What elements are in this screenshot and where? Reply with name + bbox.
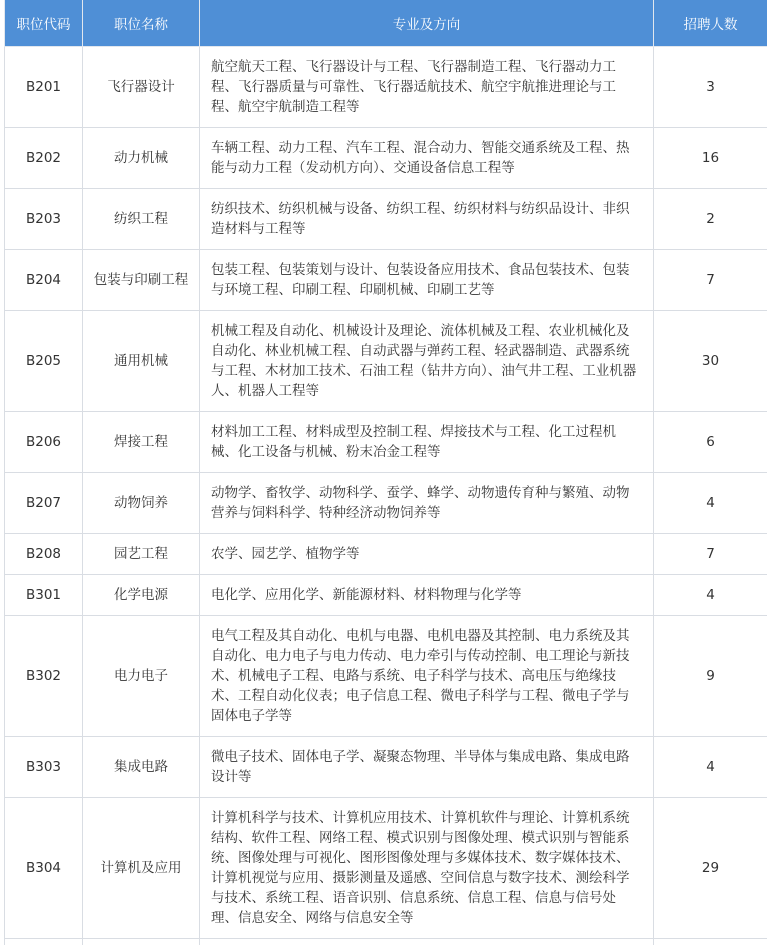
header-major-direction: 专业及方向 — [200, 0, 654, 47]
table-row — [5, 311, 768, 412]
cell-position-code: B201 — [5, 47, 83, 128]
cell-position-name: 园艺工程 — [83, 534, 200, 575]
recruitment-table-container — [4, 0, 767, 945]
cell-position-code — [5, 939, 83, 945]
table-row — [5, 473, 768, 534]
cell-position-name: 电力电子 — [83, 616, 200, 737]
cell-major-direction: 材料加工工程、材料成型及控制工程、焊接技术与工程、化工过程机械、化工设备与机械、粉末冶金工程等 — [200, 412, 654, 473]
cell-major-direction: 包装工程、包装策划与设计、包装设备应用技术、食品包装技术、包装与环境工程、印刷工程、印刷机械、印刷工艺等 — [200, 250, 654, 311]
cell-position-code: B205 — [5, 311, 83, 412]
header-row — [5, 0, 768, 47]
cell-recruit-count: 7 — [654, 534, 768, 575]
cell-position-code: B301 — [5, 575, 83, 616]
cell-recruit-count: 9 — [654, 616, 768, 737]
cell-position-code: B203 — [5, 189, 83, 250]
cell-recruit-count: 16 — [654, 128, 768, 189]
cell-position-code: B204 — [5, 250, 83, 311]
cell-recruit-count: 29 — [654, 798, 768, 939]
table-row — [5, 575, 768, 616]
cell-major-direction: 电化学、应用化学、新能源材料、材料物理与化学等 — [200, 575, 654, 616]
cell-major-direction: 动物学、畜牧学、动物科学、蚕学、蜂学、动物遗传育种与繁殖、动物营养与饲料科学、特种经济动物饲养等 — [200, 473, 654, 534]
cell-recruit-count: 30 — [654, 311, 768, 412]
cell-position-code: B303 — [5, 737, 83, 798]
cell-major-direction: 机械工程及自动化、机械设计及理论、流体机械及工程、农业机械化及自动化、林业机械工程、自动武器与弹药工程、轻武器制造、武器系统与工程、木材加工技术、石油工程（钻井方向）、油气井工程、工业机器人、机器人工程等 — [200, 311, 654, 412]
cell-major-direction: 农学、园艺学、植物学等 — [200, 534, 654, 575]
cell-position-name: 通用机械 — [83, 311, 200, 412]
cell-major-direction: 航空航天工程、飞行器设计与工程、飞行器制造工程、飞行器动力工程、飞行器质量与可靠性、飞行器适航技术、航空宇航推进理论与工程、航空宇航制造工程等 — [200, 47, 654, 128]
cell-recruit-count: 4 — [654, 737, 768, 798]
cell-position-name: 包装与印刷工程 — [83, 250, 200, 311]
cell-position-code: B202 — [5, 128, 83, 189]
cell-major-direction — [200, 939, 654, 945]
table-row — [5, 250, 768, 311]
header-position-code: 职位代码 — [5, 0, 83, 47]
header-recruit-count: 招聘人数 — [654, 0, 768, 47]
cell-position-name: 纺织工程 — [83, 189, 200, 250]
table-header — [5, 0, 768, 47]
table-row — [5, 939, 768, 945]
cell-major-direction: 车辆工程、动力工程、汽车工程、混合动力、智能交通系统及工程、热能与动力工程（发动机方向）、交通设备信息工程等 — [200, 128, 654, 189]
table-row — [5, 412, 768, 473]
cell-recruit-count: 7 — [654, 250, 768, 311]
cell-position-name: 集成电路 — [83, 737, 200, 798]
cell-major-direction: 电气工程及其自动化、电机与电器、电机电器及其控制、电力系统及其自动化、电力电子与电力传动、电力牵引与传动控制、电工理论与新技术、机械电子工程、电路与系统、电子科学与技术、高电压与绝缘技术、工程自动化仪表；电子信息工程、微电子科学与工程、微电子学与固体电子学等 — [200, 616, 654, 737]
header-position-name: 职位名称 — [83, 0, 200, 47]
cell-position-code: B208 — [5, 534, 83, 575]
cell-recruit-count: 2 — [654, 189, 768, 250]
cell-position-name: 飞行器设计 — [83, 47, 200, 128]
table-row — [5, 47, 768, 128]
cell-position-name: 化学电源 — [83, 575, 200, 616]
cell-position-name: 动力机械 — [83, 128, 200, 189]
cell-position-code: B207 — [5, 473, 83, 534]
table-row — [5, 737, 768, 798]
cell-recruit-count: 4 — [654, 575, 768, 616]
table-row — [5, 798, 768, 939]
cell-recruit-count: 6 — [654, 412, 768, 473]
cell-recruit-count: 4 — [654, 473, 768, 534]
cell-major-direction: 计算机科学与技术、计算机应用技术、计算机软件与理论、计算机系统结构、软件工程、网络工程、模式识别与图像处理、模式识别与智能系统、图像处理与可视化、图形图像处理与多媒体技术、数字媒体技术、计算机视觉与应用、摄影测量及遥感、空间信息与数字技术、测绘科学与技术、系统工程、语音识别、信息系统、信息工程、信息与信号处理、信息安全、网络与信息安全等 — [200, 798, 654, 939]
cell-position-code: B304 — [5, 798, 83, 939]
table-row — [5, 128, 768, 189]
cell-position-code: B302 — [5, 616, 83, 737]
recruitment-table — [4, 0, 767, 945]
cell-recruit-count: 3 — [654, 47, 768, 128]
cell-position-code: B206 — [5, 412, 83, 473]
cell-position-name: 动物饲养 — [83, 473, 200, 534]
cell-major-direction: 微电子技术、固体电子学、凝聚态物理、半导体与集成电路、集成电路设计等 — [200, 737, 654, 798]
cell-position-name: 计算机及应用 — [83, 798, 200, 939]
table-row — [5, 534, 768, 575]
cell-recruit-count — [654, 939, 768, 945]
cell-position-name: 焊接工程 — [83, 412, 200, 473]
table-row — [5, 189, 768, 250]
cell-major-direction: 纺织技术、纺织机械与设备、纺织工程、纺织材料与纺织品设计、非织造材料与工程等 — [200, 189, 654, 250]
table-row — [5, 616, 768, 737]
cell-position-name — [83, 939, 200, 945]
table-body — [5, 47, 768, 945]
